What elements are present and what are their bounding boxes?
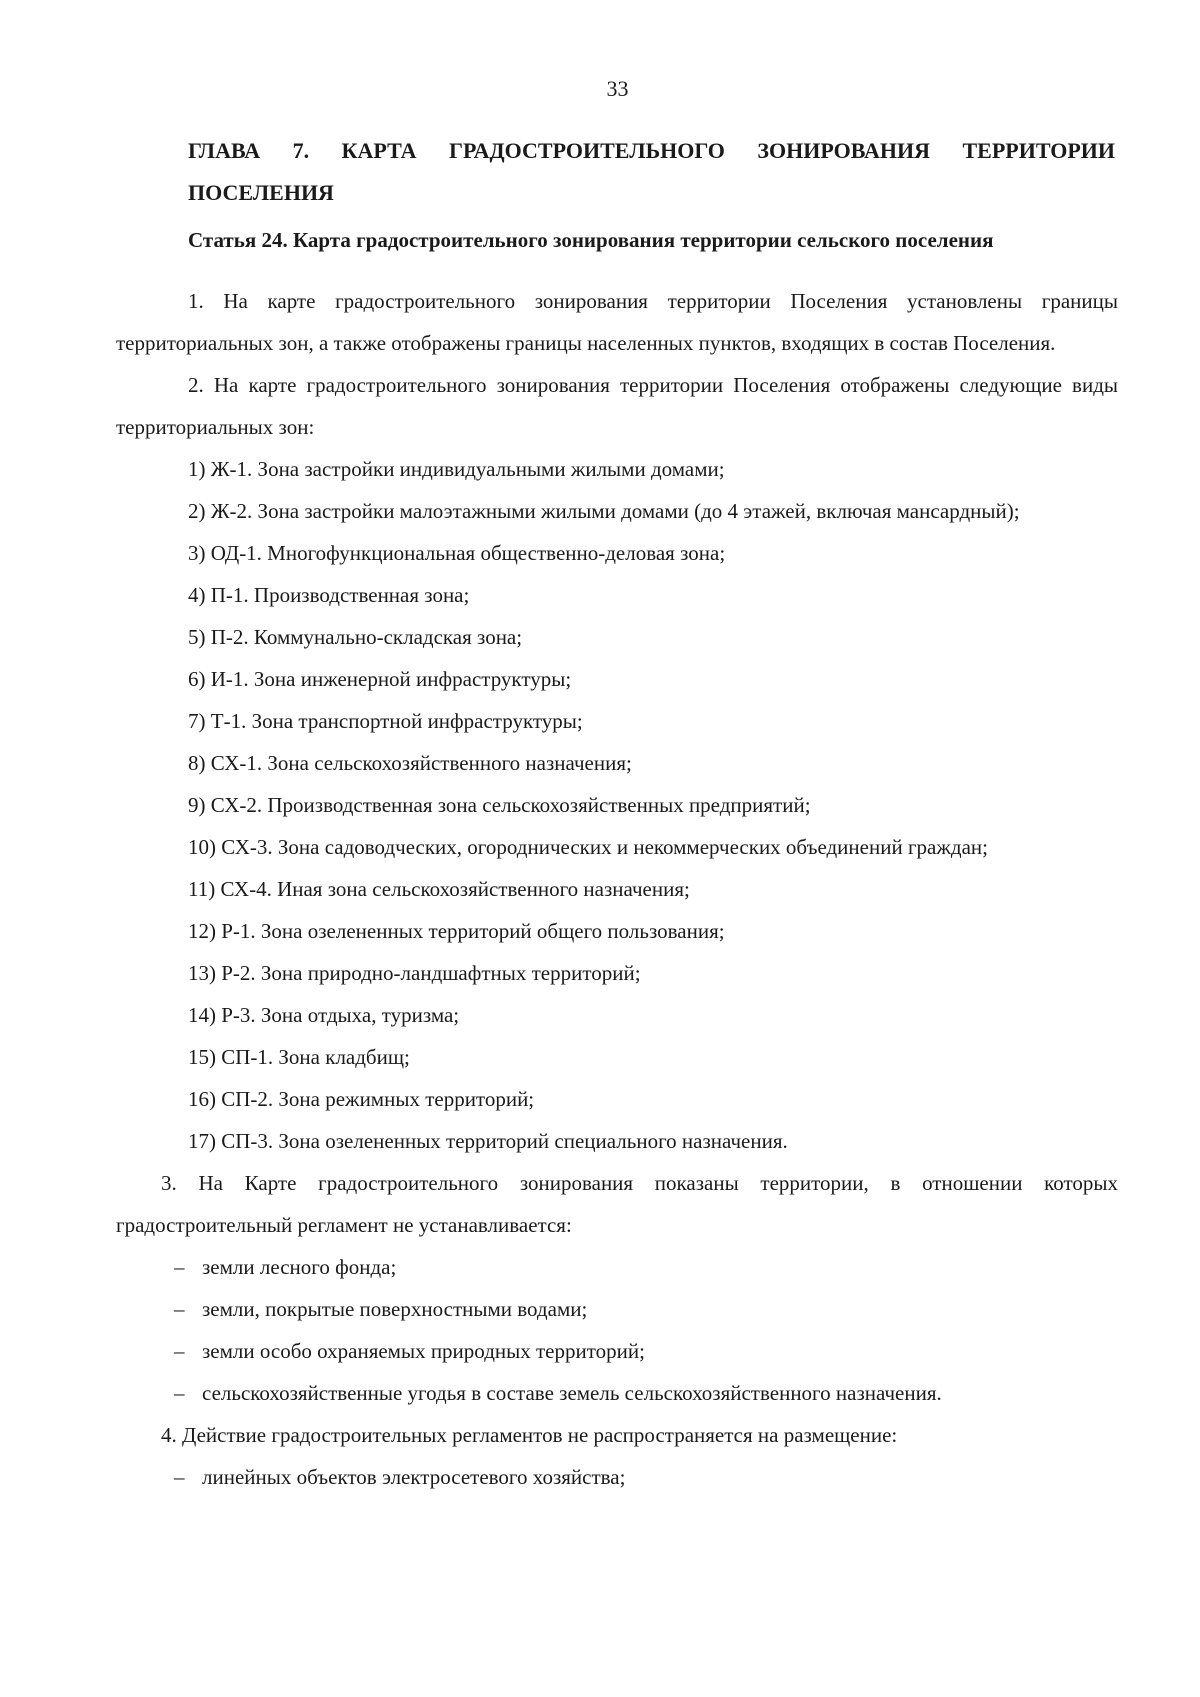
zone-list-item: 9) СХ-2. Производственная зона сельскохозяйственных предприятий; [188, 793, 811, 817]
document-body [116, 280, 1118, 1498]
dash-bullet: – [174, 1465, 185, 1489]
paragraph-4: 4. Действие градостроительных регламентов не распространяется на размещение: [161, 1423, 898, 1447]
zone-list-item: 14) Р-3. Зона отдыха, туризма; [188, 1003, 460, 1027]
zone-list-item: 11) СХ-4. Иная зона сельскохозяйственного назначения; [188, 877, 690, 901]
zone-list-item: 10) СХ-3. Зона садоводческих, огороднических и некоммерческих объединений граждан; [188, 835, 988, 859]
excluded-land-item [116, 1330, 1118, 1372]
not-applicable-text: линейных объектов электросетевого хозяйства; [202, 1465, 626, 1489]
page-number: 33 [606, 76, 629, 101]
dash-bullet: – [174, 1381, 185, 1405]
excluded-land-item [116, 1372, 1118, 1414]
zone-list-item: 17) СП-3. Зона озелененных территорий специального назначения. [188, 1129, 788, 1153]
chapter-title-line-2: ПОСЕЛЕНИЯ [188, 180, 334, 205]
zone-list-item: 1) Ж-1. Зона застройки индивидуальными жилыми домами; [188, 457, 725, 481]
zone-list-item: 2) Ж-2. Зона застройки малоэтажными жилыми домами (до 4 этажей, включая мансардный); [188, 499, 1020, 523]
zone-list-item: 4) П-1. Производственная зона; [188, 583, 470, 607]
zone-list-item: 13) Р-2. Зона природно-ландшафтных территорий; [188, 961, 641, 985]
dash-bullet: – [174, 1339, 185, 1363]
excluded-land-text: земли, покрытые поверхностными водами; [202, 1297, 588, 1321]
excluded-land-text: земли лесного фонда; [202, 1255, 397, 1279]
zone-list-item: 12) Р-1. Зона озелененных территорий общего пользования; [188, 919, 725, 943]
dash-bullet: – [174, 1255, 185, 1279]
zone-list-item: 7) Т-1. Зона транспортной инфраструктуры; [188, 709, 583, 733]
zone-list-item: 5) П-2. Коммунально-складская зона; [188, 625, 523, 649]
chapter-title [188, 130, 1115, 214]
paragraph-1: 1. На карте градостроительного зонирования территории Поселения установлены границы территориальных зон, а также отображены границы населенных пунктов, входящих в состав Поселения. [116, 289, 1118, 355]
zone-list-item: 3) ОД-1. Многофункциональная общественно-деловая зона; [188, 541, 726, 565]
paragraph-3: 3. На Карте градостроительного зонирования показаны территории, в отношении которых градостроительный регламент не устанавливается: [116, 1171, 1118, 1237]
dash-bullet: – [174, 1297, 185, 1321]
excluded-land-item [116, 1246, 1118, 1288]
zone-list-item: 6) И-1. Зона инженерной инфраструктуры; [188, 667, 572, 691]
not-applicable-item [116, 1456, 1118, 1498]
chapter-title-line-1: ГЛАВА 7. КАРТА ГРАДОСТРОИТЕЛЬНОГО ЗОНИРОВАНИЯ ТЕРРИТОРИИ [188, 138, 1115, 163]
zone-list-item: 16) СП-2. Зона режимных территорий; [188, 1087, 535, 1111]
excluded-land-item [116, 1288, 1118, 1330]
excluded-land-text: земли особо охраняемых природных территорий; [202, 1339, 645, 1363]
paragraph-2: 2. На карте градостроительного зонирования территории Поселения отображены следующие виды территориальных зон: [116, 373, 1118, 439]
zone-list-item: 15) СП-1. Зона кладбищ; [188, 1045, 410, 1069]
excluded-land-text: сельскохозяйственные угодья в составе земель сельскохозяйственного назначения. [202, 1381, 942, 1405]
article-title: Статья 24. Карта градостроительного зонирования территории сельского поселения [188, 228, 994, 252]
zone-list-item: 8) СХ-1. Зона сельскохозяйственного назначения; [188, 751, 632, 775]
